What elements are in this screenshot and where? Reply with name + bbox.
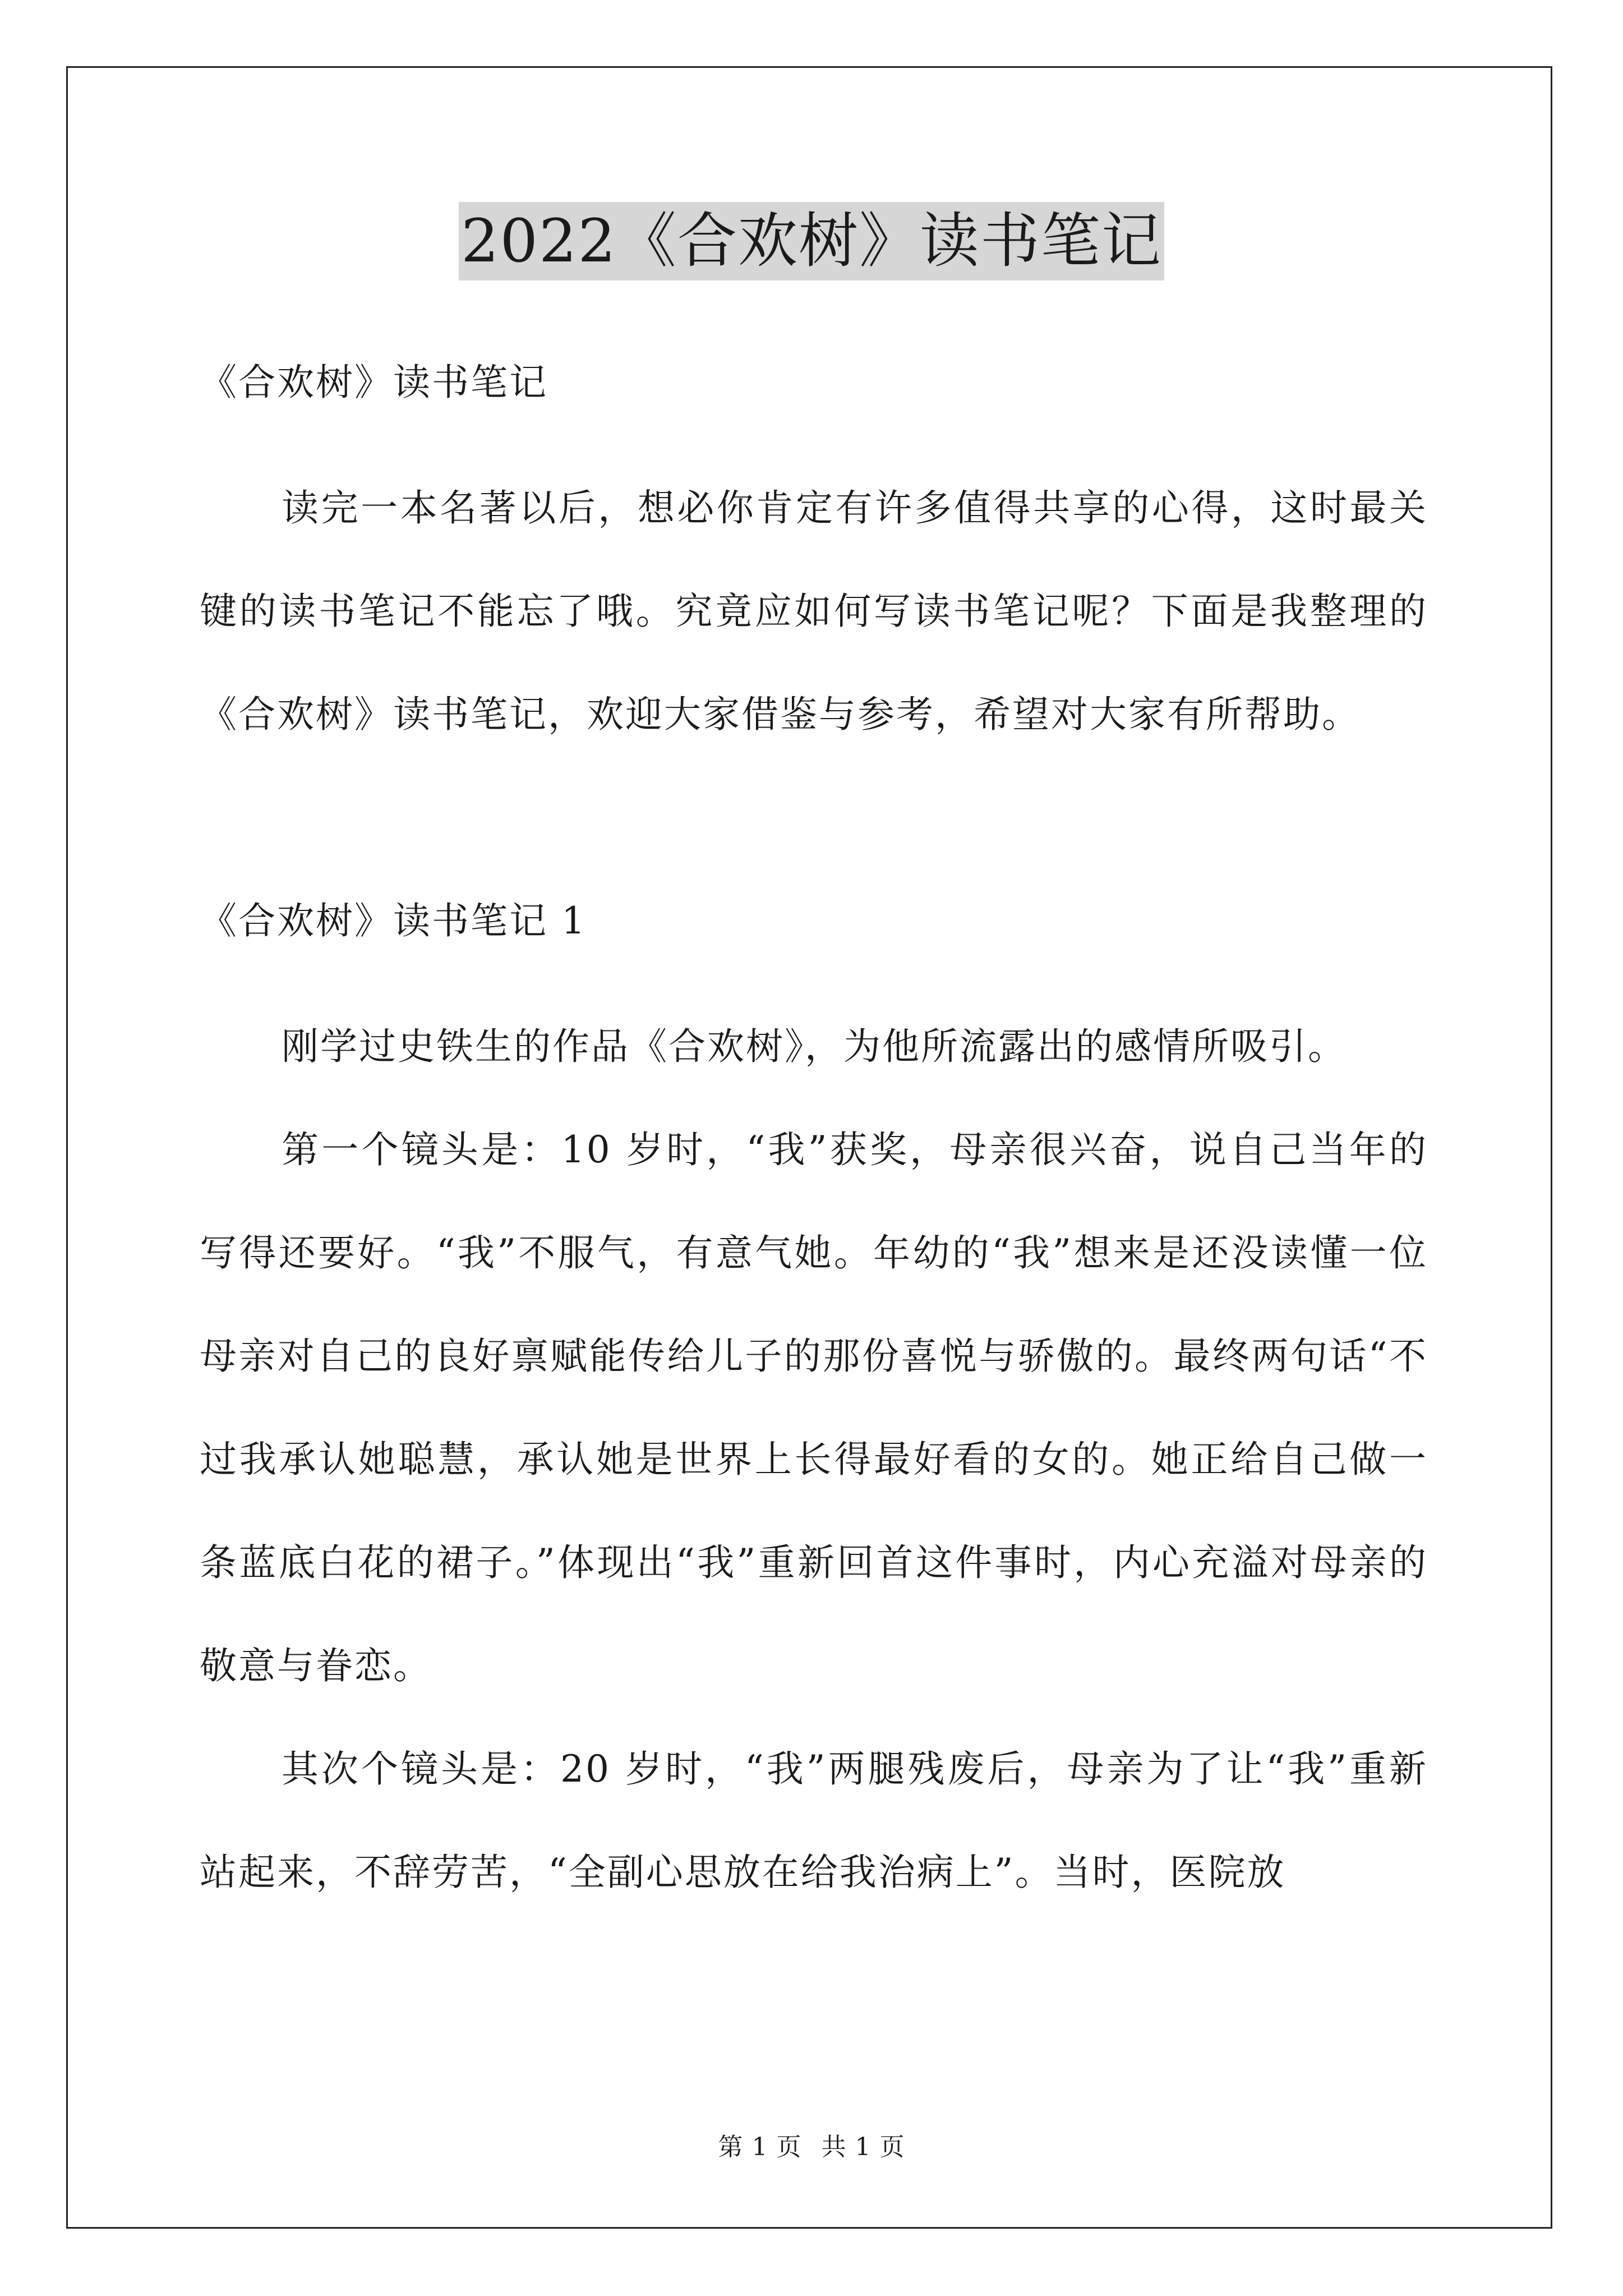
spacer xyxy=(200,434,1428,457)
body-paragraph: 其次个镜头是：20 岁时，“我”两腿残废后，母亲为了让“我”重新站起来，不辞劳苦，“全副心思放在给我治病上”。当时，医院放 xyxy=(200,1747,1428,1894)
page-total: 共 1 页 xyxy=(821,2133,905,2161)
title-container xyxy=(0,202,1623,280)
document-body xyxy=(200,331,1428,1924)
intro-heading: 《合欢树》读书笔记 xyxy=(200,361,548,404)
page-footer xyxy=(0,2131,1623,2164)
body-paragraph: 第一个镜头是：10 岁时，“我”获奖，母亲很兴奋，说自己当年的写得还要好。“我”不服气，有意气她。年幼的“我”想来是还没读懂一位母亲对自己的良好禀赋能传给儿子的那份喜悦与骄傲的。最终两句话“不过我承认她聪慧，承认她是世界上长得最好看的女的。她正给自己做一条蓝底白花的裙子。”体现出“我”重新回首这件事时，内心充溢对母亲的敬意与眷恋。 xyxy=(200,1128,1428,1687)
section-heading: 《合欢树》读书笔记 1 xyxy=(200,899,587,942)
spacer xyxy=(200,766,1428,869)
document-title: 2022《合欢树》读书笔记 xyxy=(459,202,1164,280)
spacer xyxy=(200,973,1428,995)
intro-paragraph: 读完一本名著以后，想必你肯定有许多值得共享的心得，这时最关键的读书笔记不能忘了哦。究竟应如何写读书笔记呢？下面是我整理的《合欢树》读书笔记，欢迎大家借鉴与参考，希望对大家有所帮助。 xyxy=(200,486,1428,736)
page-number: 第 1 页 xyxy=(718,2133,802,2161)
body-paragraph: 刚学过史铁生的作品《合欢树》，为他所流露出的感情所吸引。 xyxy=(282,1025,1347,1068)
